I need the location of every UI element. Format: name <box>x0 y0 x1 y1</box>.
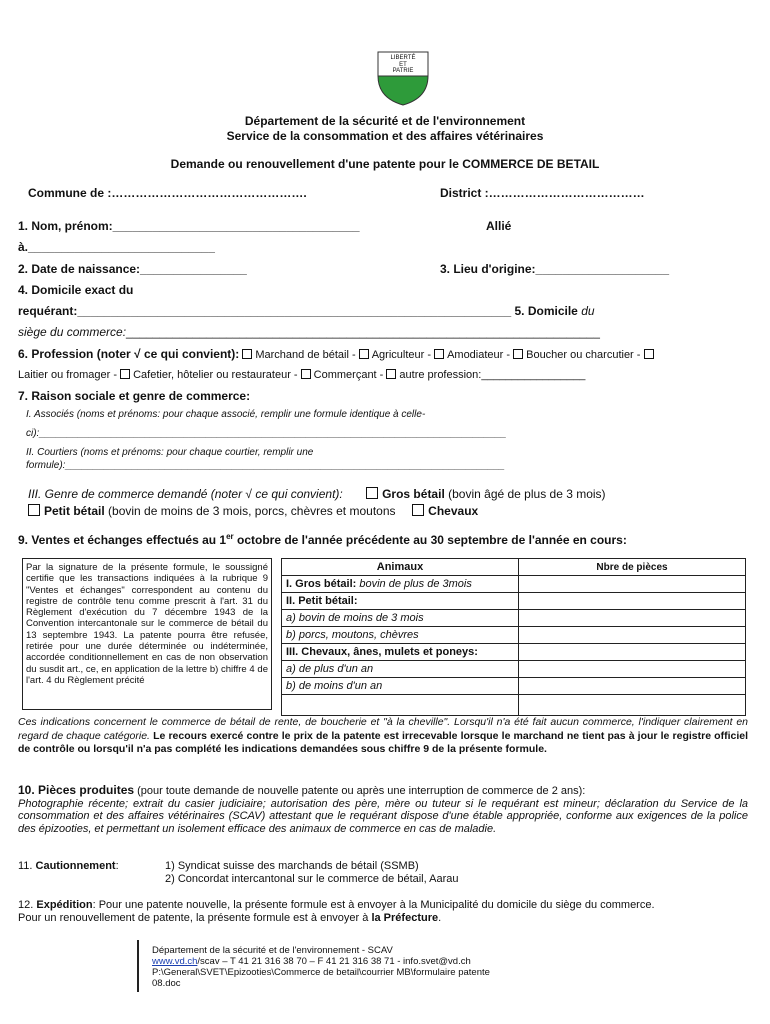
ventes-label: 9. Ventes et échanges effectués au 1er octobre de l'année précédente au 30 septembre de l'année en cours: <box>18 532 627 547</box>
requerant-field[interactable]: requérant:_________________________________________________________________ <box>18 304 512 318</box>
footer <box>152 945 572 989</box>
associes-field[interactable]: ci):____________________________________________________________________________________ <box>26 428 507 439</box>
allie-label: Allié <box>486 219 512 233</box>
checkbox[interactable] <box>242 349 252 359</box>
footer-path-end: 08.doc <box>152 978 181 989</box>
signature-note: Par la signature de la présente formule, le soussigné certifie que les transactions indiquées à la rubrique 9 "Ventes et échanges" correspondent au contenu du registre de contrôle tenu comme prescrit à l'art. 31 du Règlement d'exécution du 7 décembre 1943 de la Convention intercantonale sur le commerce de bétail du 13 septembre 1943. La patente pourra être refusée, retirée pour une durée déterminée ou indéterminée, accordée conditionnellement en cas de non observation du susdit art., ce, en application de la lettre b) chiffre 4 de l'art. 4 du Règlement précité <box>22 558 272 710</box>
checkbox-gros[interactable] <box>366 487 378 499</box>
table-row: I. Gros bétail: bovin de plus de 3mois <box>282 576 746 593</box>
pieces-section: 10. Pièces produites (pour toute demande de nouvelle patente ou après une interruption de commerce de 2 ans): Photographie récente; extrait du casier judiciaire; autorisation des père, mère ou tuteur si le requérant est mineur; déclaration du Service de la consommation et des affaires vétérinaires (SCAV) attestant que le requérant dispose d'une étable appropriée, conforme aux exigences de la police des épizooties, et permettant un isolement efficace des animaux de commerce en cas de maladie. <box>18 783 748 835</box>
associes-line1: I. Associés (noms et prénoms: pour chaque associé, remplir une formule identique à celle- <box>26 409 426 420</box>
checkbox[interactable] <box>120 369 130 379</box>
siege-field[interactable]: _______________________________________________________________________ <box>126 325 600 339</box>
count-cell[interactable] <box>519 610 746 627</box>
dept-name: Département de la sécurité et de l'environnement <box>244 114 526 128</box>
checkbox-chevaux[interactable] <box>412 504 424 516</box>
animals-table <box>281 558 746 716</box>
col-nbre: Nbre de pièces <box>519 559 746 576</box>
count-cell[interactable] <box>519 695 746 716</box>
count-cell[interactable] <box>519 627 746 644</box>
table-row: a) bovin de moins de 3 mois <box>282 610 746 627</box>
option-boucher: Boucher ou charcutier - <box>526 349 641 361</box>
raison-label: 7. Raison sociale et genre de commerce: <box>18 389 251 403</box>
checkbox[interactable] <box>644 349 654 359</box>
footer-link[interactable]: www.vd.ch <box>152 956 198 967</box>
commune-field[interactable]: Commune de :…………………………………………. <box>28 186 307 200</box>
motto-line2: ET <box>399 61 407 68</box>
footer-dept: Département de la sécurité et de l'environnement - SCAV <box>152 945 393 956</box>
expedition-section: 12. Expédition: Pour une patente nouvelle, la présente formule est à envoyer à la Municipalité du domicile du siège du commerce. Pour un renouvellement de patente, la présente formule est à envoyer à la Préfecture. <box>18 899 655 924</box>
motto-line1: LIBERTÉ <box>390 55 416 61</box>
genre-label: III. Genre de commerce demandé (noter √ ce qui convient): <box>28 487 343 501</box>
chevaux-label: Chevaux <box>428 504 479 518</box>
a-field[interactable]: à.____________________________ <box>18 240 215 254</box>
option-amodiateur: Amodiateur - <box>447 349 511 361</box>
checkbox[interactable] <box>301 369 311 379</box>
count-cell[interactable] <box>519 576 746 593</box>
domicile-label: 4. Domicile exact du <box>18 283 134 297</box>
option-marchand: Marchand de bétail - <box>255 349 356 361</box>
domicile5-du: du <box>581 304 595 318</box>
courtiers-field[interactable]: formule):_______________________________________________________________________________ <box>26 460 505 471</box>
option-cafetier: Cafetier, hôtelier ou restaurateur - <box>133 369 298 381</box>
count-cell[interactable] <box>519 678 746 695</box>
col-animaux: Animaux <box>282 559 519 576</box>
vaud-emblem <box>376 50 430 106</box>
caution-items: 1) Syndicat suisse des marchands de bétail (SSMB) 2) Concordat intercantonal sur le commerce de bétail, Aarau <box>165 860 459 885</box>
option-laitier: Laitier ou fromager - <box>18 369 118 381</box>
checkbox-petit[interactable] <box>28 504 40 516</box>
count-cell[interactable] <box>519 593 746 610</box>
checkbox[interactable] <box>513 349 523 359</box>
footer-divider <box>137 940 139 992</box>
origine-field[interactable]: 3. Lieu d'origine:____________________ <box>440 262 670 276</box>
siege-label: siège du commerce: <box>18 325 127 339</box>
table-row: II. Petit bétail: <box>282 593 746 610</box>
caution-label: 11. Cautionnement: <box>18 860 119 872</box>
petit-desc: (bovin de moins de 3 mois, porcs, chèvres et moutons <box>108 504 396 518</box>
table-row: III. Chevaux, ânes, mulets et poneys: <box>282 644 746 661</box>
table-row <box>282 695 746 716</box>
footer-path: P:\General\SVET\Epizooties\Commerce de betail\courrier MB\formulaire patente <box>152 967 490 978</box>
checkbox[interactable] <box>434 349 444 359</box>
count-cell[interactable] <box>519 644 746 661</box>
gros-label: Gros bétail <box>382 487 445 501</box>
table-row: b) porcs, moutons, chèvres <box>282 627 746 644</box>
table-row: b) de moins d'un an <box>282 678 746 695</box>
profession-label: 6. Profession (noter √ ce qui convient): <box>18 347 240 361</box>
checkbox[interactable] <box>359 349 369 359</box>
gros-desc: (bovin âgé de plus de 3 mois) <box>448 487 606 501</box>
nom-field[interactable]: 1. Nom, prénom:_____________________________________ <box>18 219 360 233</box>
checkbox[interactable] <box>386 369 396 379</box>
service-name: Service de la consommation et des affaires vétérinaires <box>226 129 544 143</box>
option-commercant: Commerçant - <box>313 369 384 381</box>
footer-contact: /scav – T 41 21 316 38 70 – F 41 21 316 38 71 - info.svet@vd.ch <box>197 956 471 967</box>
count-cell[interactable] <box>519 661 746 678</box>
option-agriculteur: Agriculteur - <box>371 349 431 361</box>
district-field[interactable]: District :………………………………… <box>440 186 645 200</box>
courtiers-line1: II. Courtiers (noms et prénoms: pour chaque courtier, remplir une <box>26 447 314 458</box>
option-autre[interactable]: autre profession:_________________ <box>399 369 586 381</box>
table-row: a) de plus d'un an <box>282 661 746 678</box>
form-title: Demande ou renouvellement d'une patente pour le COMMERCE DE BETAIL <box>170 157 600 171</box>
petit-label: Petit bétail <box>44 504 105 518</box>
indications: Ces indications concernent le commerce de bétail de rente, de boucherie et "à la cheville". Lorsqu'il n'a été fait aucun commerce, l'indiquer clairement en regard de chaque catégorie. Le recours exercé contre le prix de la patente est irrecevable lorsque le marchand ne tient pas à jour le registre officiel de contrôle ou lorsqu'il n'a pas complété les indications demandées sous chiffre 9 de la présente formule. <box>18 716 749 755</box>
naissance-field[interactable]: 2. Date de naissance:________________ <box>18 262 247 276</box>
motto-line3: PATRIE <box>392 68 414 74</box>
domicile5-label: 5. Domicile <box>514 304 578 318</box>
